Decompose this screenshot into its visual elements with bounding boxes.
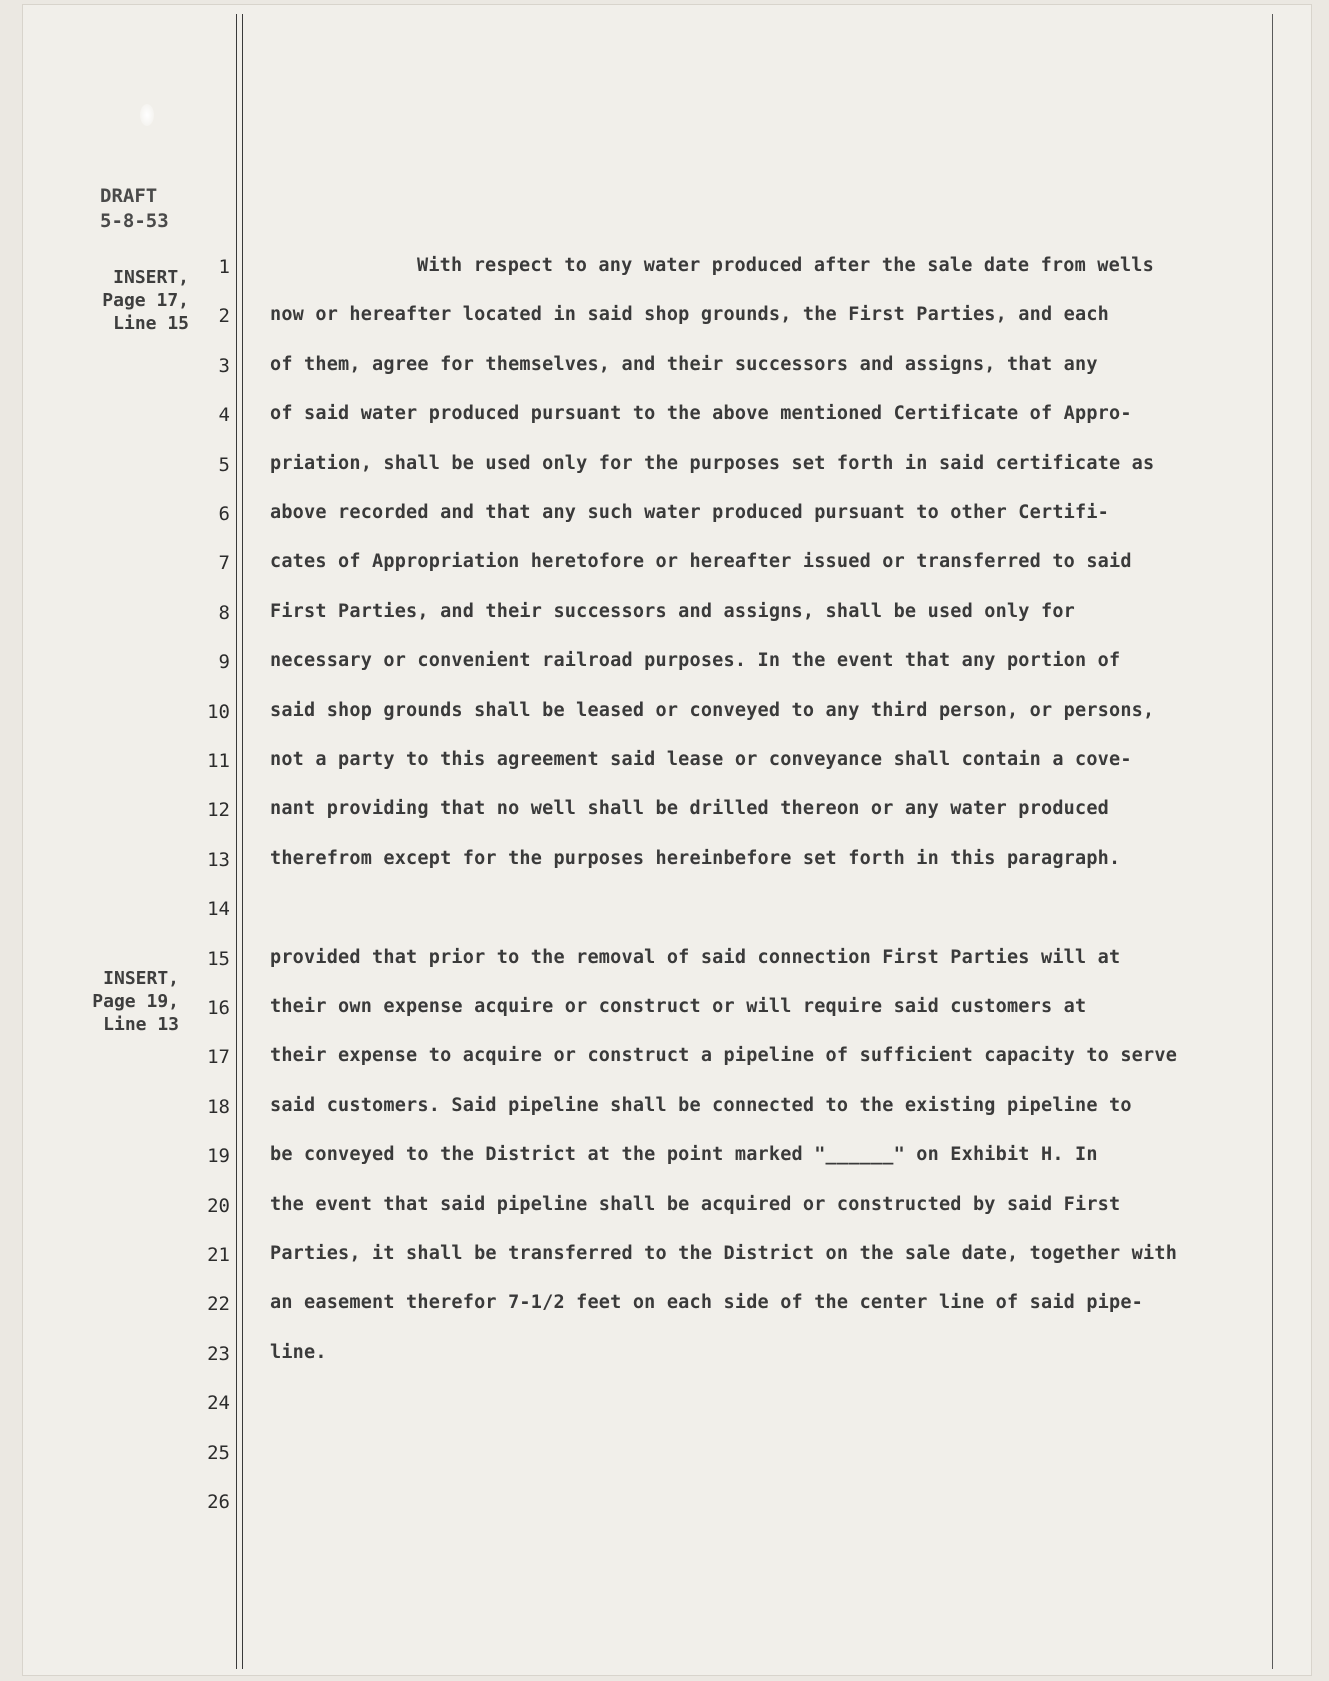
body-line: said shop grounds shall be leased or conveyed to any third person, or persons, (270, 699, 1155, 721)
draft-date: 5-8-53 (100, 210, 169, 232)
insert-note-line: Line 15 (113, 313, 189, 334)
body-line: the event that said pipeline shall be acquired or constructed by said First (270, 1193, 1121, 1215)
line-number: 19 (207, 1145, 230, 1168)
body-line: necessary or convenient railroad purposes. In the event that any portion of (270, 650, 1121, 672)
line-number: 20 (207, 1194, 230, 1217)
line-number: 16 (207, 997, 230, 1019)
line-number: 23 (207, 1342, 230, 1365)
left-margin-rule-inner (242, 14, 243, 1669)
line-number: 26 (207, 1491, 230, 1513)
body-line: an easement therefor 7-1/2 feet on each side of the center line of said pipe- (270, 1292, 1144, 1314)
line-number: 17 (207, 1046, 230, 1069)
insert-note-2 (64, 967, 179, 1036)
body-line: First Parties, and their successors and assigns, shall be used only for (270, 600, 1075, 622)
body-line: With respect to any water produced after the sale date from wells (417, 255, 1154, 276)
insert-note-1 (74, 266, 189, 335)
line-number: 15 (207, 947, 230, 970)
body-line: above recorded and that any such water produced pursuant to other Certifi- (270, 502, 1110, 523)
line-number: 3 (218, 354, 230, 377)
body-line: of them, agree for themselves, and their successors and assigns, that any (270, 353, 1098, 375)
body-line: their own expense acquire or construct or will require said customers at (270, 996, 1087, 1017)
line-number: 1 (218, 256, 230, 278)
line-number: 6 (218, 503, 230, 525)
body-line: provided that prior to the removal of said connection First Parties will at (270, 946, 1121, 968)
right-margin-rule (1272, 14, 1273, 1669)
line-number: 18 (207, 1095, 230, 1118)
insert-note-line: Line 13 (103, 1014, 179, 1035)
document-page (22, 4, 1312, 1676)
line-number: 10 (207, 700, 230, 723)
line-number: 24 (207, 1392, 230, 1415)
body-line: their expense to acquire or construct a pipeline of sufficient capacity to serve (270, 1045, 1178, 1067)
body-line: not a party to this agreement said lease or conveyance shall contain a cove- (270, 749, 1132, 770)
body-line: cates of Appropriation heretofore or hereafter issued or transferred to said (270, 551, 1132, 573)
insert-note-line: INSERT, (113, 267, 189, 288)
line-number: 5 (218, 453, 230, 476)
line-number: 13 (207, 848, 230, 871)
line-number: 11 (207, 750, 230, 772)
body-line: of said water produced pursuant to the above mentioned Certificate of Appro- (270, 403, 1132, 425)
draft-label: DRAFT (100, 185, 158, 207)
insert-note-line: INSERT, (103, 968, 179, 989)
body-line: priation, shall be used only for the purposes set forth in said certificate as (270, 452, 1155, 474)
body-line: said customers. Said pipeline shall be connected to the existing pipeline to (270, 1094, 1132, 1116)
left-margin-rule (236, 14, 237, 1669)
paper-mark (140, 104, 154, 126)
line-number: 22 (207, 1293, 230, 1316)
body-line: line. (270, 1341, 327, 1363)
line-number: 12 (207, 799, 230, 822)
body-line: be conveyed to the District at the point marked "______" on Exhibit H. In (270, 1144, 1098, 1166)
line-number: 25 (207, 1441, 230, 1464)
insert-note-line: Page 19, (92, 991, 179, 1012)
line-number: 7 (218, 552, 230, 575)
line-number: 2 (218, 305, 230, 328)
line-number: 21 (207, 1244, 230, 1266)
insert-note-line: Page 17, (102, 290, 189, 311)
line-number: 8 (218, 601, 230, 624)
line-number: 14 (207, 898, 230, 921)
line-number: 9 (218, 651, 230, 674)
body-line: nant providing that no well shall be drilled thereon or any water produced (270, 798, 1110, 820)
body-line: Parties, it shall be transferred to the District on the sale date, together with (270, 1243, 1178, 1264)
body-line: therefrom except for the purposes hereinbefore set forth in this paragraph. (270, 847, 1121, 869)
body-line: now or hereafter located in said shop grounds, the First Parties, and each (270, 304, 1110, 326)
line-number: 4 (218, 404, 230, 427)
draft-stamp (100, 184, 169, 234)
